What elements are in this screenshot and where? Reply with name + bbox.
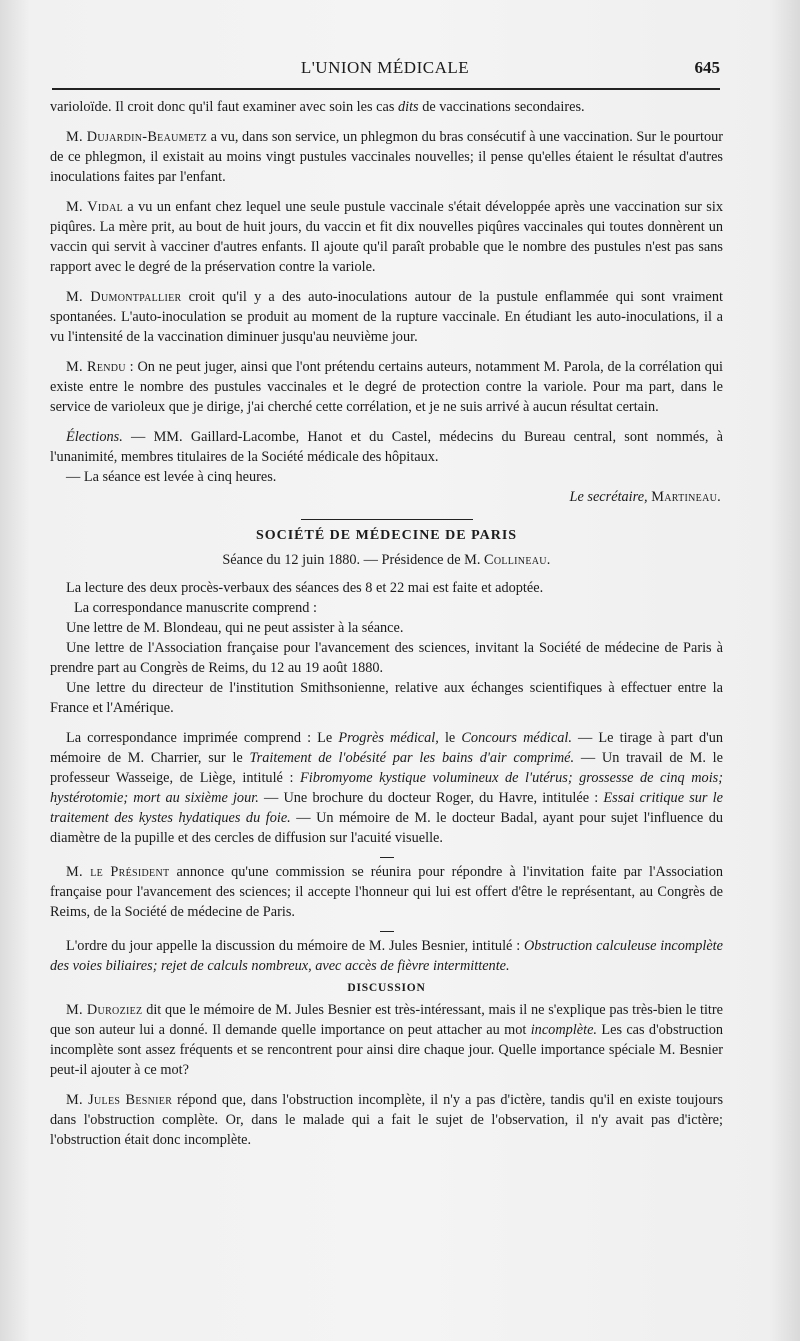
signature-title: Le secrétaire, [569, 489, 648, 505]
paragraph-text: : On ne peut juger, ainsi que l'ont prétendu certains auteurs, notamment M. Parola, de la corrélation qui existe entre le nombre des pustules vaccinales et le degré de protection contre la variole. Pour ma part, dans le service de varioleux que je dirige, j'ai cherché cette corrélation, et je ne suis arrivé à aucun résultat certain. [50, 359, 724, 415]
section-title: SOCIÉTÉ DE MÉDECINE DE PARIS [255, 528, 518, 543]
paragraph [50, 1090, 723, 1150]
emphasis-text: Progrès médical, [338, 730, 439, 746]
paragraph-text: répond que, dans l'obstruction incomplète, il n'y a pas d'ictère, tandis qu'il en existe toujours dans l'obstruction complète. Or, dans le malade qui a fait le sujet de l'observation, il n'y avait pas d'ictère; l'obstruction était donc incomplète. [50, 1092, 724, 1148]
paragraph [50, 728, 723, 848]
paragraph: Une lettre de M. Blondeau, qui ne peut assister à la séance. [66, 620, 404, 636]
paragraph [50, 862, 723, 922]
emphasis-text: incomplète. [530, 1022, 598, 1038]
speaker-name: M. Jules Besnier [66, 1092, 173, 1108]
paragraph [50, 287, 723, 347]
running-title: L'UNION MÉDICALE [300, 58, 470, 77]
paragraph: — La séance est levée à cinq heures. [66, 469, 277, 485]
speaker-name: M. le Président [66, 864, 170, 880]
paragraph-text: dit que le mémoire de M. Jules Besnier est très-intéressant, mais il ne s'explique pas très-bien le titre que son auteur lui a donné. Il demande quelle importance on peut attacher au mot [50, 1002, 723, 1038]
paragraph-text: a vu un enfant chez lequel une seule pustule vaccinale s'était développée après une vaccination sur six piqûres. La mère prit, au bout de huit jours, du vaccin et fit dix nouvelles piqûres vaccinales qui toutes donnèrent un vaccin qui servit à vacciner d'autres enfants. Il ajoute qu'il paraît probable que le nombre des pustules n'est pas sans rapport avec le degré de la préservation contre la variole. [50, 199, 723, 275]
paragraph-text: — MM. Gaillard-Lacombe, Hanot et du Castel, médecins du Bureau central, sont nommés, à l'unanimité, membres titulaires de la Société médicale des hôpitaux. [50, 429, 723, 465]
paragraph-text: — Le tirage à part d'un mémoire de M. Charrier, sur le [50, 730, 724, 766]
paragraph-text: — Un travail de M. le professeur Wasseige, de Liège, intitulé : [50, 750, 723, 786]
paragraph: La correspondance manuscrite comprend : [74, 600, 317, 616]
paragraph [50, 357, 723, 417]
discussion-heading: DISCUSSION [347, 982, 426, 994]
emphasis-text: Traitement de l'obésité par les bains d'air comprimé. [249, 750, 575, 766]
page-number: 645 [694, 58, 720, 77]
speaker-name: M. Duroziez [66, 1002, 143, 1018]
session-text: Séance du 12 juin 1880. — Présidence de M. [222, 552, 481, 568]
paragraph-text: — Une brochure du docteur Roger, du Havre, intitulée : [263, 790, 599, 806]
paragraph [50, 197, 723, 277]
speaker-name: M. Rendu [66, 359, 126, 375]
paragraph-text: varioloïde. Il croit donc qu'il faut examiner avec soin les cas [50, 99, 395, 115]
paragraph-text: La correspondance imprimée comprend : Le [66, 730, 333, 746]
paragraph [50, 427, 723, 467]
emphasis-text: dits [397, 99, 419, 115]
page-body [50, 97, 723, 1150]
speaker-name: M. Dujardin-Beaumetz [66, 129, 208, 145]
header-rule [52, 88, 720, 90]
paragraph: Une lettre de l'Association française pour l'avancement des sciences, invitant la Société de médecine de Paris à prendre part au Congrès de Reims, du 12 au 19 août 1880. [50, 640, 723, 676]
speaker-name: M. Vidal [66, 199, 123, 215]
paragraph-text: a vu, dans son service, un phlegmon du bras consécutif à une vaccination. Sur le pourtour de ce phlegmon, il existait au moins vingt pustules vaccinales nouvelles; il pense qu'elles étaient le résultat d'autres inoculations faites par l'enfant. [50, 129, 724, 185]
signature [50, 487, 723, 507]
signature-name: Martineau. [651, 489, 721, 505]
paragraph-text: L'ordre du jour appelle la discussion du mémoire de M. Jules Besnier, intitulé : [66, 938, 521, 954]
emphasis-text: Essai critique sur le traitement des kystes hydatiques du foie. [50, 790, 723, 826]
president-name: Collineau. [484, 552, 551, 568]
paragraph [50, 127, 723, 187]
speaker-name: M. Dumontpallier [66, 289, 182, 305]
short-divider [380, 857, 394, 858]
short-divider [380, 931, 394, 932]
paragraph-text: le [444, 730, 456, 746]
paragraph-text: de vaccinations secondaires. [422, 99, 585, 115]
emphasis-text: Fibromyome kystique volumineux de l'utérus; grossesse de cinq mois; hystérotomie; mort au sixième jour. [50, 770, 724, 806]
session-line [50, 550, 723, 570]
paragraph [50, 936, 723, 976]
elections-label: Élections. [66, 429, 123, 445]
paragraph-text: — Un mémoire de M. le docteur Badal, ayant pour sujet l'influence du diamètre de la pupille et des cercles de diffusion sur l'acuité visuelle. [50, 810, 723, 846]
paragraph [50, 97, 723, 117]
paragraph-text: annonce qu'une commission se réunira pour répondre à l'invitation faite par l'Association française pour l'avancement des sciences; il accepte l'honneur qui lui est offert d'être le représentant, au Congrès de Reims, de la Société de médecine de Paris. [50, 864, 724, 920]
paragraph-text: Les cas d'obstruction incomplète sont assez fréquents et se rencontrent pour ainsi dire chaque jour. Quelle importance spéciale M. Besnier peut-il ajouter à ce mot? [50, 1022, 723, 1078]
paragraph [50, 1000, 723, 1080]
emphasis-text: Concours médical. [461, 730, 572, 746]
section-divider [301, 519, 473, 520]
paragraph: Une lettre du directeur de l'institution Smithsonienne, relative aux échanges scientifiques à effectuer entre la France et l'Amérique. [50, 680, 723, 716]
emphasis-text: Obstruction calculeuse incomplète des voies biliaires; rejet de calculs nombreux, avec accès de fièvre intermittente. [50, 938, 723, 974]
paragraph-text: croit qu'il y a des auto-inoculations autour de la pustule enflammée qui sont vraiment spontanées. L'auto-inoculation se produit au moment de la rupture vaccinale. En étudiant les auto-inoculations, il a vu l'intensité de la vaccination diminuer jusqu'au neuvième jour. [50, 289, 724, 345]
page-header [50, 58, 720, 82]
paragraph: La lecture des deux procès-verbaux des séances des 8 et 22 mai est faite et adoptée. [66, 580, 544, 596]
